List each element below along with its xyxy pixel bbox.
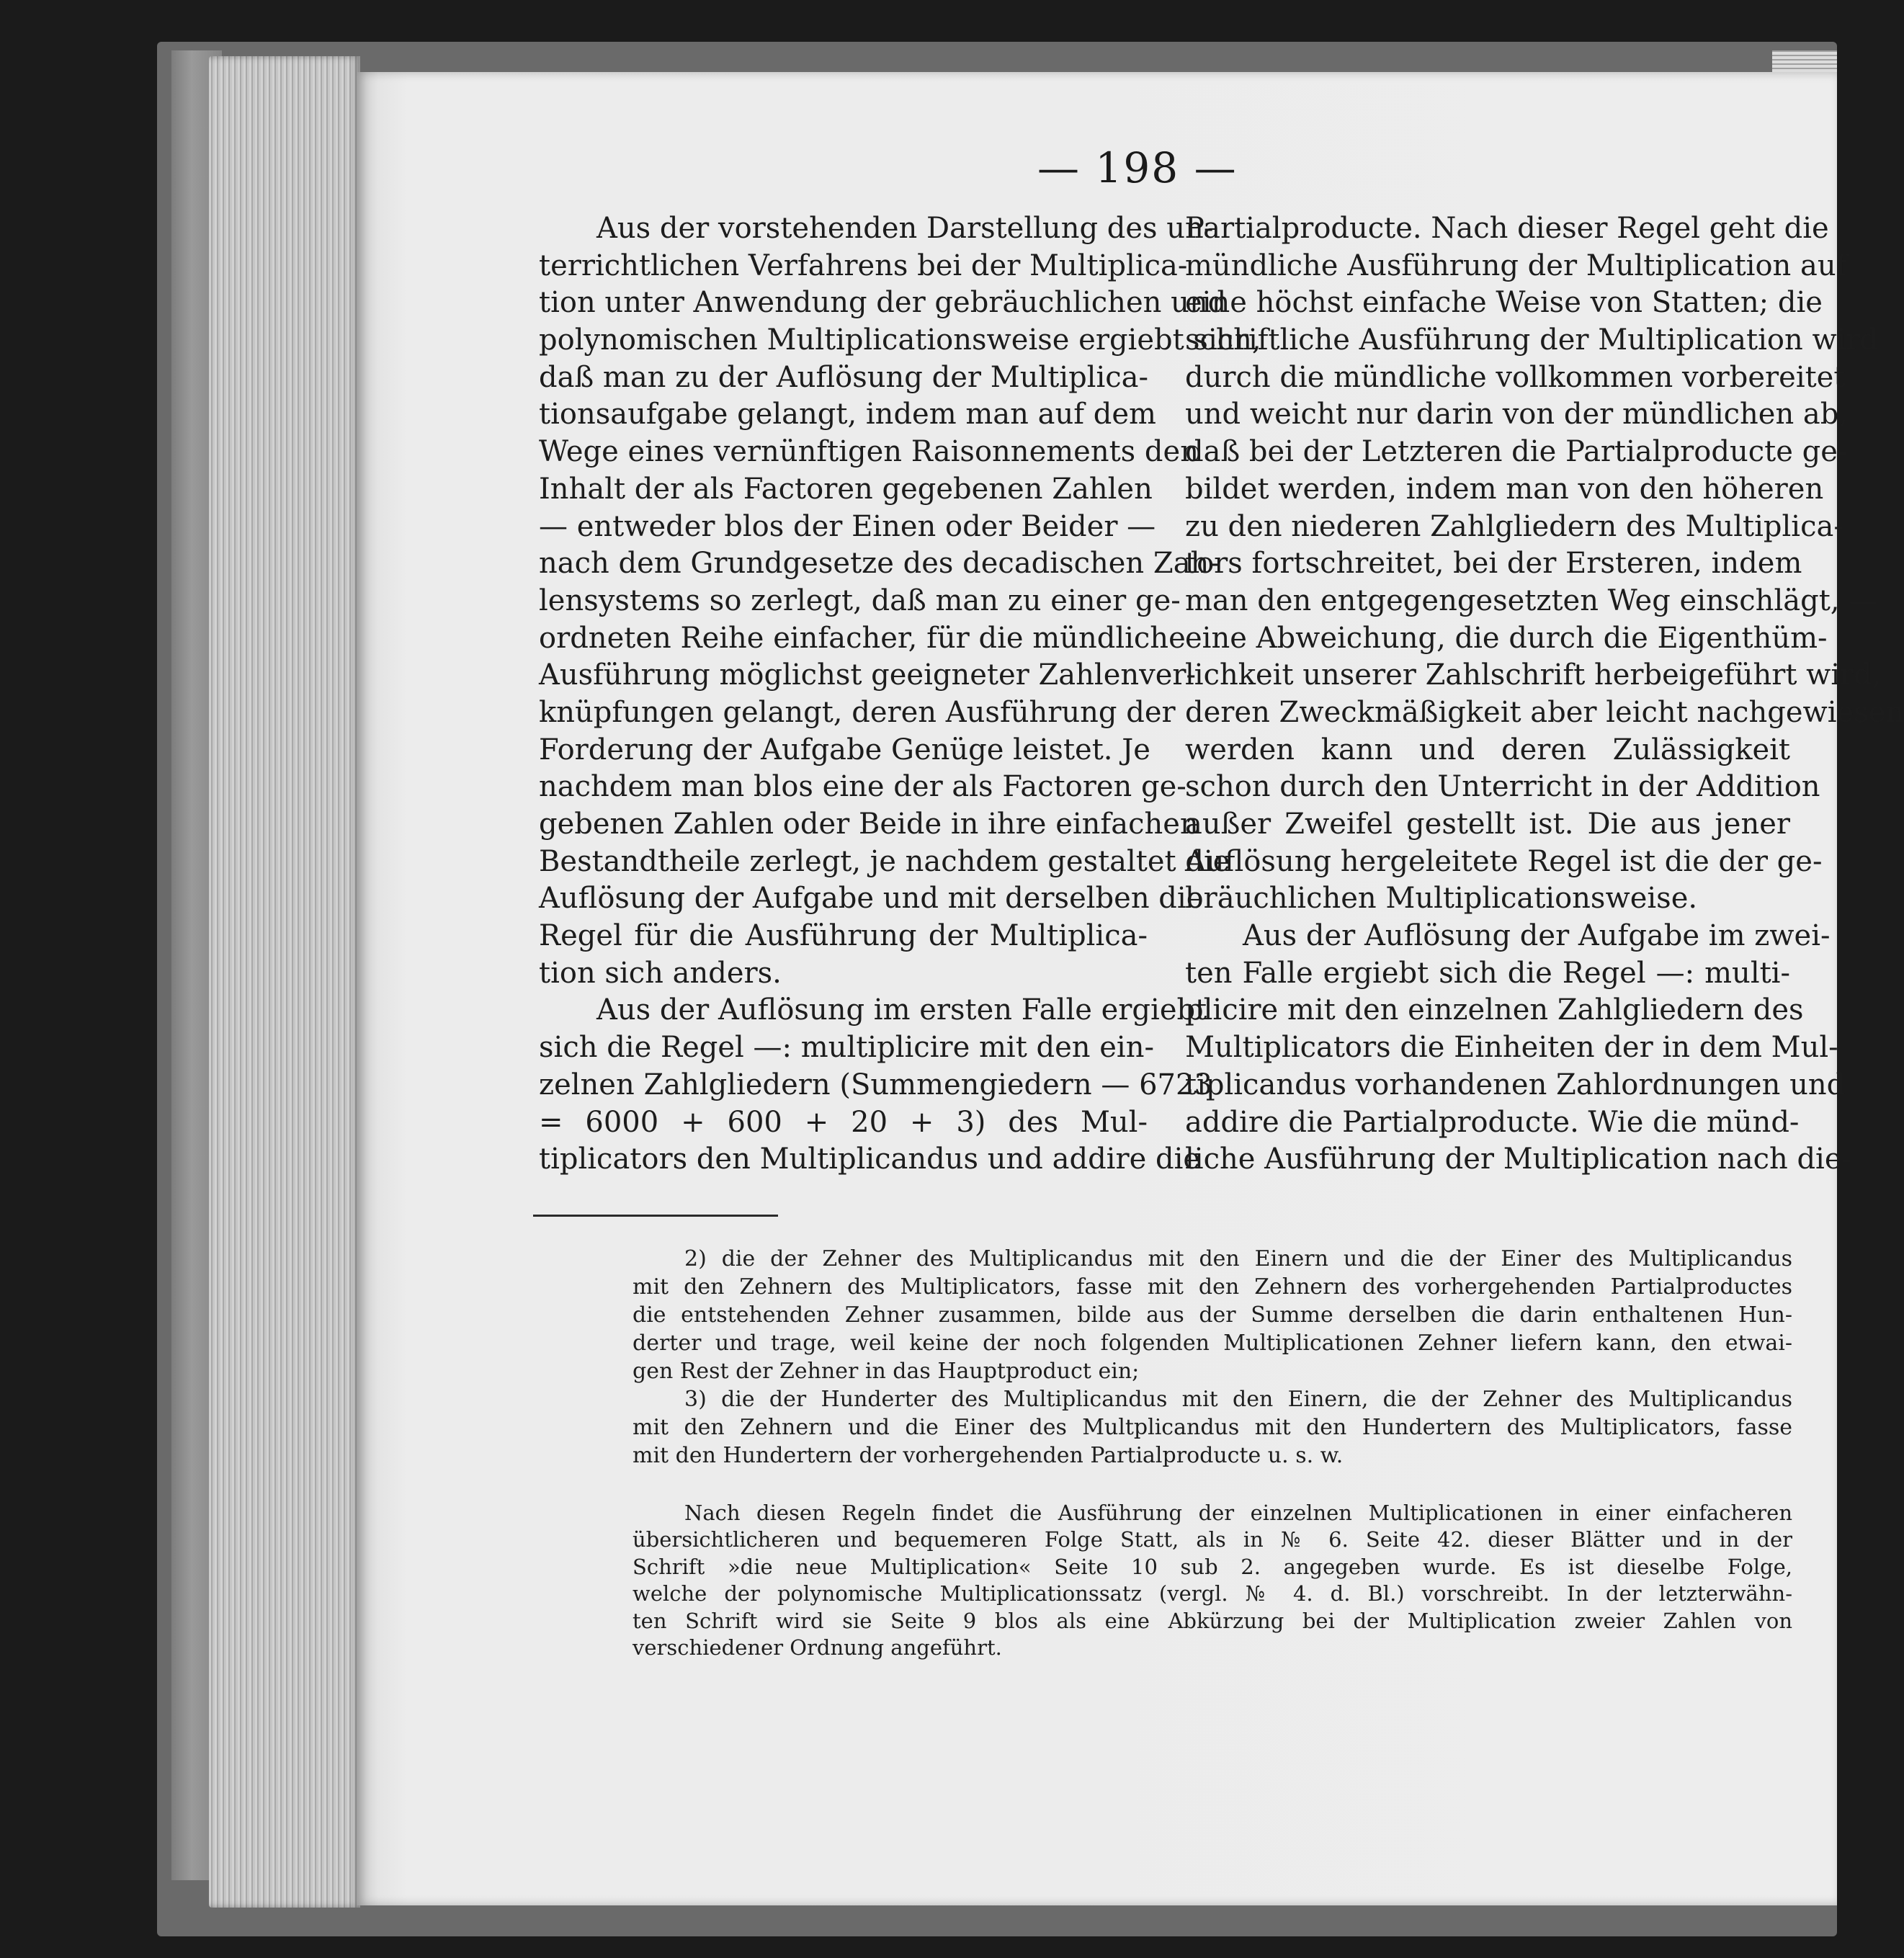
left-column [539,210,1261,1179]
text-line: Auflösung der Aufgabe und mit derselben die [539,882,1204,916]
text-line: eine Abweichung, die durch die Eigenthüm- [1185,621,1828,655]
text-line: werden kann und deren Zulässigkeit [1185,733,1790,766]
text-line: und weicht nur darin von der mündlichen ab, [1185,398,1849,432]
note-line: übersichtlicheren und bequemeren Folge Statt, als in № 6. Seite 42. dieser Blätter und in der [633,1527,1792,1552]
text-line: tiplicandus vorhandenen Zahlordnungen und [1185,1068,1846,1101]
footnote-line: die entstehenden Zehner zusammen, bilde aus der Summe derselben die darin enthaltenen Hun- [633,1302,1792,1328]
text-line: daß bei der Letzteren die Partialproducte ge- [1185,435,1848,469]
text-line: Auflösung hergeleitete Regel ist die der ge- [1185,844,1823,878]
footnote-line: mit den Hundertern der vorhergehenden Partialproducte u. s. w. [633,1443,1344,1468]
text-line: bräuchlichen Multiplicationsweise. [1185,882,1698,916]
text-line: liche Ausführung der Multiplication nach die- [1185,1143,1852,1176]
text-line: tion sich anders. [539,956,782,990]
footnote-block [633,1245,1792,1470]
text-line: lensystems so zerlegt, daß man zu einer ge- [539,584,1181,617]
text-line: plicire mit den einzelnen Zahlgliedern des [1185,993,1804,1027]
footnote-line: mit den Zehnern des Multiplicators, fasse mit den Zehnern des vorhergehenden Partialproductes [633,1274,1792,1300]
text-line: tionsaufgabe gelangt, indem man auf dem [539,398,1156,432]
page-number: — 198 — [1037,143,1238,192]
page-stack [209,56,360,1908]
text-line: eine höchst einfache Weise von Statten; die [1185,286,1823,320]
text-line: daß man zu der Auflösung der Multiplica- [539,360,1149,394]
text-line: tiplicators den Multiplicandus und addire die [539,1143,1201,1176]
text-line: bildet werden, indem man von den höheren [1185,472,1824,506]
footnote-line: 3) die der Hunderter des Multiplicandus mit den Einern, die der Zehner des Multiplicandus [684,1387,1792,1412]
text-line: ten Falle ergiebt sich die Regel —: multi- [1185,956,1790,990]
note-line: verschiedener Ordnung angeführt. [633,1635,1002,1660]
text-line: Inhalt der als Factoren gegebenen Zahlen [539,472,1153,506]
text-line: Forderung der Aufgabe Genüge leistet. Je [539,733,1150,766]
footnote-line: mit den Zehnern und die Einer des Multplicandus mit den Hundertern des Multiplicators, fasse [633,1415,1792,1440]
text-line: lichkeit unserer Zahlschrift herbeigeführt wird, [1185,658,1882,692]
text-line: Multiplicators die Einheiten der in dem Mul- [1185,1031,1838,1065]
text-line: ordneten Reihe einfacher, für die mündliche [539,621,1186,655]
text-line: zu den niederen Zahlgliedern des Multiplica- [1185,509,1843,543]
right-column [1185,210,1904,1179]
text-line: Wege eines vernünftigen Raisonnements den [539,435,1199,469]
note-line: Nach diesen Regeln findet die Ausführung der einzelnen Multiplicationen in einer einfacheren [684,1501,1792,1525]
note-line: Schrift »die neue Multiplication« Seite 10 sub 2. angegeben wurde. Es ist dieselbe Folge, [633,1554,1792,1579]
text-line: polynomischen Multiplicationsweise ergiebt sich, [539,323,1261,357]
text-line: mündliche Ausführung der Multiplication auf [1185,249,1847,282]
text-line: Ausführung möglichst geeigneter Zahlenver- [539,658,1197,692]
text-line: tion unter Anwendung der gebräuchlichen und [539,286,1227,320]
text-line: Aus der Auflösung im ersten Falle ergiebt [596,993,1207,1027]
footnote-line: gen Rest der Zehner in das Hauptproduct ein; [633,1359,1140,1384]
text-line: deren Zweckmäßigkeit aber leicht nachgewiesen [1185,695,1904,729]
text-line: durch die mündliche vollkommen vorbereitet [1185,360,1846,394]
text-line: Bestandtheile zerlegt, je nachdem gestaltet die [539,844,1230,878]
text-line: Aus der Auflösung der Aufgabe im zwei- [1243,919,1831,953]
footnote-note [633,1500,1792,1661]
text-line: nach dem Grundgesetze des decadischen Zah- [539,547,1219,581]
text-line: — entweder blos der Einen oder Beider — [539,509,1156,543]
text-line: gebenen Zahlen oder Beide in ihre einfachen [539,808,1199,841]
footnote-divider [533,1215,778,1217]
text-line: außer Zweifel gestellt ist. Die aus jener [1185,808,1790,841]
note-line: ten Schrift wird sie Seite 9 blos als eine Abkürzung bei der Multiplication zweier Zahlen von [633,1608,1792,1633]
text-line: schriftliche Ausführung der Multiplication wird [1185,323,1879,357]
footnote-line: 2) die der Zehner des Multiplicandus mit den Einern und die der Einer des Multiplicandus [684,1246,1792,1271]
text-line: man den entgegengesetzten Weg einschlägt, — [1185,584,1878,617]
text-line: knüpfungen gelangt, deren Ausführung der [539,695,1176,729]
text-line: sich die Regel —: multiplicire mit den ein- [539,1031,1155,1065]
text-line: = 6000 + 600 + 20 + 3) des Mul- [539,1105,1148,1139]
text-line: Partialproducte. Nach dieser Regel geht die [1185,212,1829,245]
text-line: zelnen Zahlgliedern (Summengiedern — 6723 [539,1068,1212,1101]
text-line: tors fortschreitet, bei der Ersteren, indem [1185,547,1802,581]
text-line: Aus der vorstehenden Darstellung des un- [596,212,1214,245]
text-line: terrichtlichen Verfahrens bei der Multiplica- [539,249,1188,282]
text-line: nachdem man blos eine der als Factoren ge- [539,770,1186,804]
text-line: addire die Partialproducte. Wie die münd- [1185,1105,1800,1139]
footnote-line: derter und trage, weil keine der noch folgenden Multiplicationen Zehner liefern kann, den etwai- [633,1331,1792,1356]
note-line: welche der polynomische Multiplicationssatz (vergl. № 4. d. Bl.) vorschreibt. In der letzterwähn- [633,1581,1792,1606]
text-line: schon durch den Unterricht in der Addition [1185,770,1820,804]
text-line: Regel für die Ausführung der Multiplica- [539,919,1148,953]
